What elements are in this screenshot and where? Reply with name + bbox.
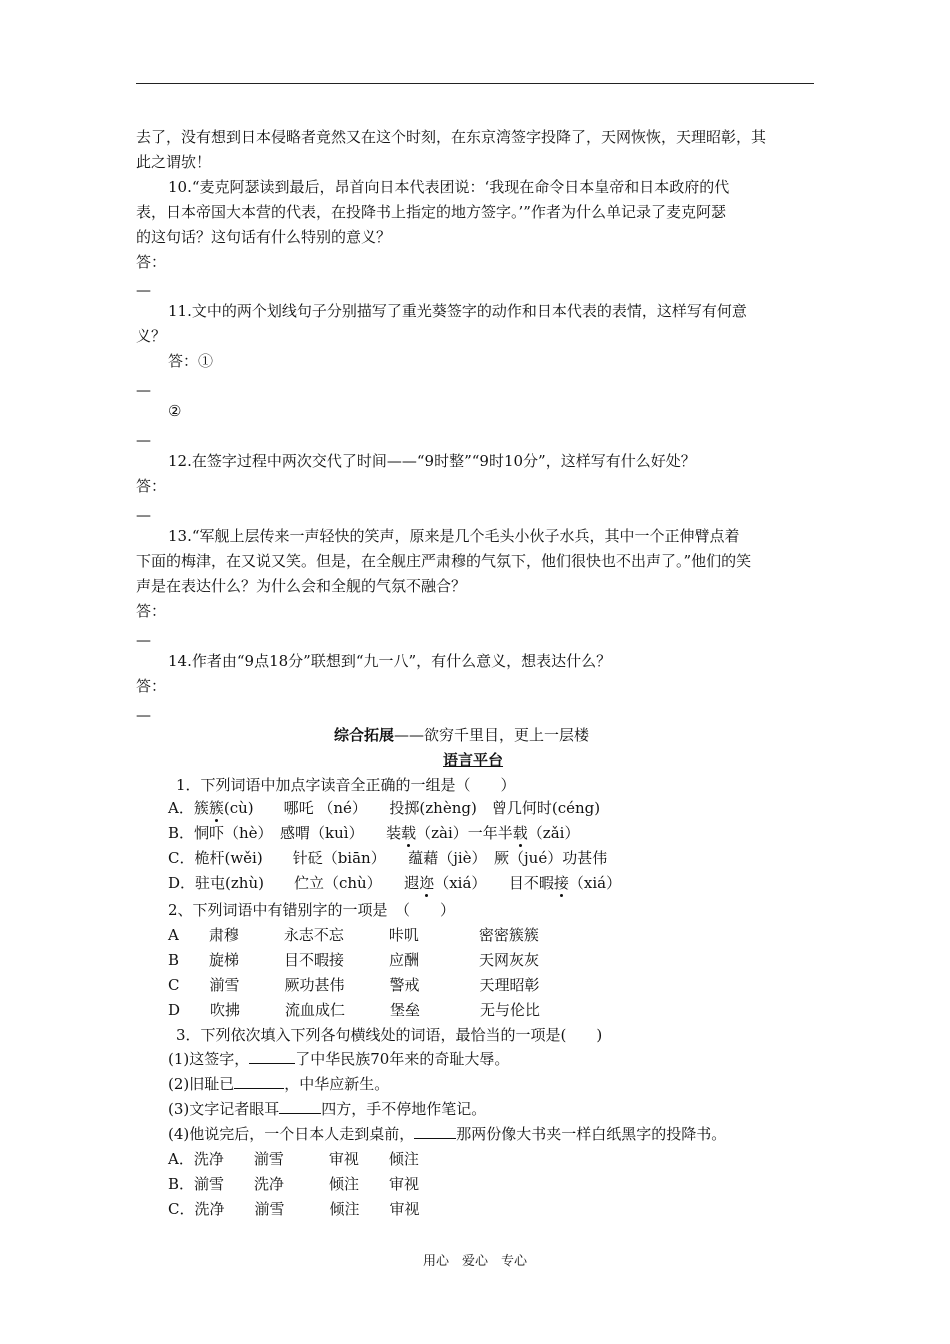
option-text: （zǎi）	[527, 824, 580, 842]
question-12-text: 12.在签字过程中两次交代了时间——“9时整”“9时10分”，这样写有什么好处？	[168, 452, 696, 470]
sentence-text: ，中华应新生。	[284, 1075, 390, 1093]
question-13-text: 声是在表达什么？为什么会和全舰的气氛不融合？	[136, 577, 467, 595]
fill-blank	[279, 1099, 321, 1114]
section-title	[334, 725, 589, 745]
answer-label: 答：	[136, 253, 167, 271]
p3-option-c: C．洗净 湔雪 倾注 审视	[168, 1200, 420, 1218]
p1-stem: 1．下列词语中加点字读音全正确的一组是（ ）	[176, 776, 516, 794]
p2-option-a: A 肃穆 永志不忘 咔叽 密密簇簇	[168, 926, 539, 944]
answer-label: 答：①	[168, 352, 214, 370]
section-title-bold: 综合拓展	[334, 726, 395, 744]
dotted-char: 簇	[208, 799, 224, 817]
section-subtitle: 语言平台	[443, 751, 504, 769]
p1-option-b	[168, 823, 579, 843]
question-10-text: 的这句话？这句话有什么特别的意义？	[136, 228, 392, 246]
dotted-char: 迩	[419, 874, 435, 892]
sentence-text: 那两份像大书夹一样白纸黑字的投降书。	[456, 1125, 727, 1143]
p3-sentence-4	[168, 1124, 726, 1144]
question-10-text: 10.“麦克阿瑟读到最后，昂首向日本代表团说：‘我现在命令日本皇帝和日本政府的代	[168, 178, 730, 196]
sentence-text: (3)文字记者眼耳	[168, 1100, 280, 1118]
continued-paragraph-line: 此之谓欤！	[136, 153, 212, 171]
sentence-text: (2)旧耻已	[168, 1075, 235, 1093]
sentence-text: (1)这签字，	[168, 1050, 250, 1068]
option-text: (cù) 哪吒 （né） 投掷(zhèng) 曾几何时(céng)	[223, 799, 601, 817]
answer-label: 答：	[136, 677, 167, 695]
answer-line: —	[136, 381, 151, 399]
p3-sentence-1	[168, 1049, 509, 1069]
section-title-rest: ——欲穷千里目，更上一层楼	[394, 726, 590, 744]
sentence-text: (4)他说完后，一个日本人走到桌前，	[168, 1125, 415, 1143]
option-text: （xiá）	[568, 874, 622, 892]
answer-line: —	[136, 281, 151, 299]
page-footer: 用心 爱心 专心	[422, 1254, 527, 1269]
p3-option-a: A．洗净 湔雪 审视 倾注	[168, 1150, 419, 1168]
answer-line: —	[136, 706, 151, 724]
question-11-text: 11.文中的两个划线句子分别描写了重光葵签字的动作和日本代表的表情，这样写有何意	[168, 302, 747, 320]
answer-line: —	[136, 431, 151, 449]
fill-blank	[234, 1074, 284, 1089]
dotted-char: 接	[553, 874, 569, 892]
question-13-text: 13.“军舰上层传来一声轻快的笑声，原来是几个毛头小伙子水兵，其中一个正伸臂点着	[168, 527, 740, 545]
fill-blank	[249, 1049, 295, 1064]
sentence-text: 了中华民族70年来的奇耻大辱。	[295, 1050, 510, 1068]
option-text: B．恫吓（hè） 感喟（kuì） 装	[168, 824, 402, 842]
p3-sentence-2	[168, 1074, 389, 1094]
answer-line: —	[136, 506, 151, 524]
p2-option-b: B 旋梯 目不暇接 应酬 天网灰灰	[168, 951, 540, 969]
p3-sentence-3	[168, 1099, 486, 1119]
p1-option-c: C．桅杆(wěi) 针砭（biān） 蕴藉（jiè） 厥（jué）功甚伟	[168, 849, 608, 867]
answer-label: 答：	[136, 602, 167, 620]
p1-option-a	[168, 798, 600, 818]
option-text: A．簇	[168, 799, 209, 817]
p3-stem: 3．下列依次填入下列各句横线处的词语，最恰当的一项是( )	[176, 1026, 603, 1044]
answer-label: 答：	[136, 477, 167, 495]
option-text: D．驻屯(zhù) 伫立（chù） 遐	[168, 874, 420, 892]
header-rule	[136, 83, 814, 84]
sentence-text: 四方，手不停地作笔记。	[321, 1100, 487, 1118]
p2-option-d: D 吹拂 流血成仁 堡垒 无与伦比	[168, 1001, 541, 1019]
p2-stem: 2、下列词语中有错别字的一项是 （ ）	[168, 901, 456, 919]
option-text: （xiá） 目不暇	[434, 874, 554, 892]
p2-option-c: C 湔雪 厥功甚伟 警戒 天理昭彰	[168, 976, 540, 994]
question-14-text: 14.作者由“9点18分”联想到“九一八”，有什么意义，想表达什么？	[168, 652, 612, 670]
question-11-text: 义？	[136, 327, 167, 345]
option-text: （zài）一年半	[416, 824, 513, 842]
continued-paragraph-line: 去了，没有想到日本侵略者竟然又在这个时刻，在东京湾签字投降了，天网恢恢，天理昭彰，其	[136, 128, 767, 146]
answer-label: ②	[168, 402, 182, 420]
dotted-char: 载	[401, 824, 417, 842]
answer-line: —	[136, 631, 151, 649]
question-10-text: 表，日本帝国大本营的代表，在投降书上指定的地方签字。’”作者为什么单记录了麦克阿瑟	[136, 203, 726, 221]
dotted-char: 载	[512, 824, 528, 842]
p3-option-b: B．湔雪 洗净 倾注 审视	[168, 1175, 420, 1193]
fill-blank	[414, 1124, 456, 1139]
p1-option-d	[168, 873, 621, 893]
question-13-text: 下面的梅津，在又说又笑。但是，在全舰庄严肃穆的气氛下，他们很快也不出声了。”他们的笑	[136, 552, 752, 570]
